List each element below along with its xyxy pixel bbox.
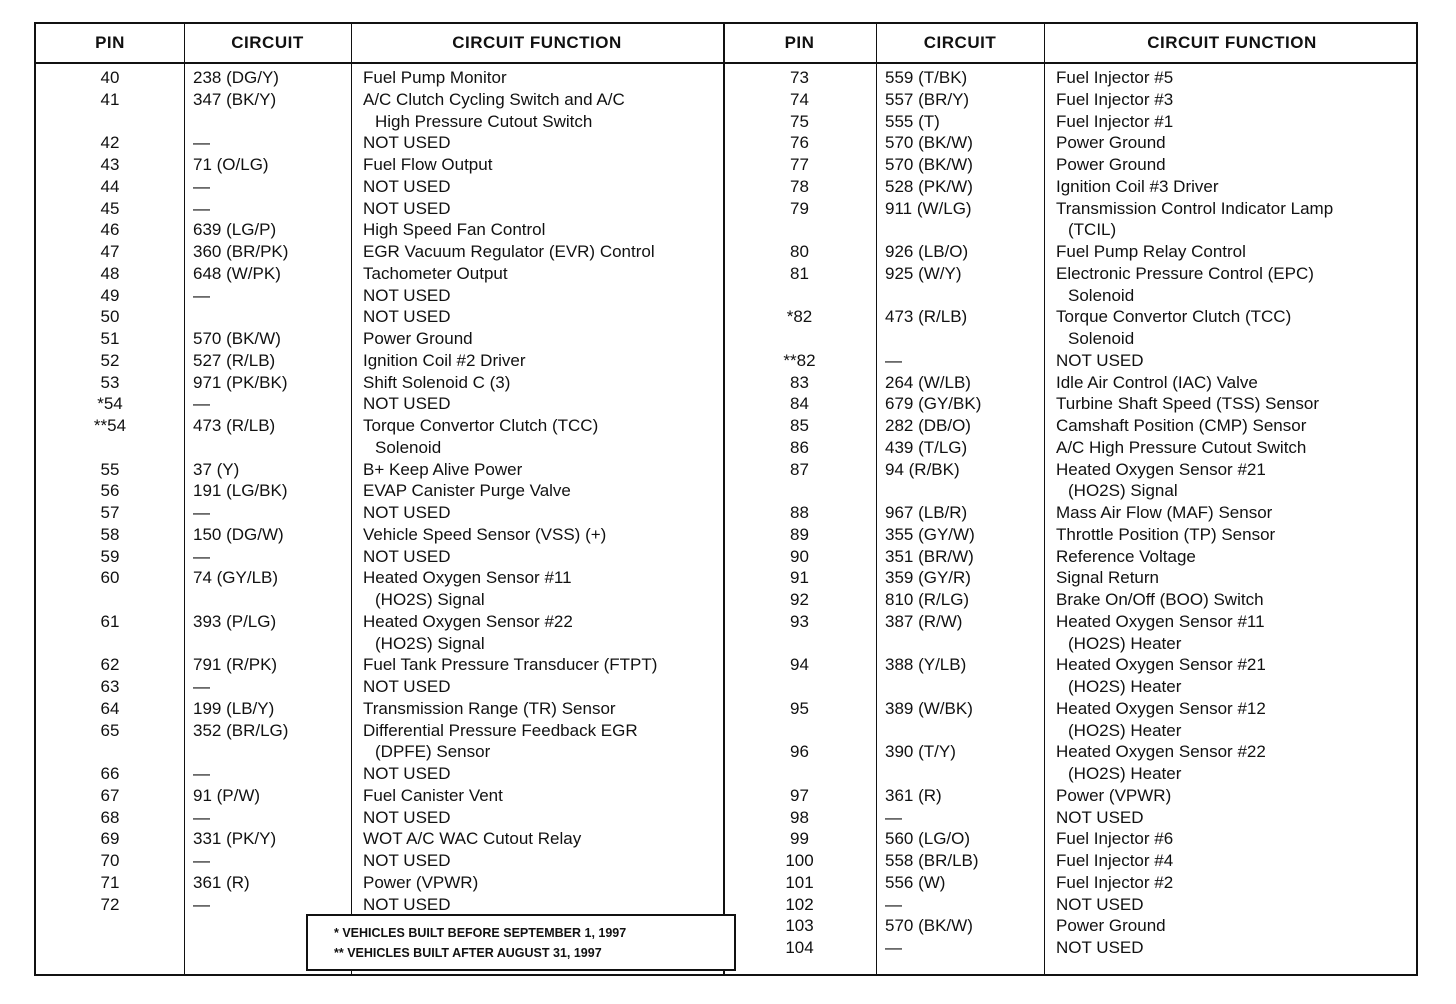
circuit-code: — — [193, 764, 210, 783]
circuit-function: Fuel Injector #1 — [1056, 111, 1174, 131]
circuit-code: 911 (W/LG) — [885, 198, 972, 218]
header-pin-left: PIN — [95, 33, 125, 52]
circuit-code: — — [193, 198, 210, 218]
circuit-function: NOT USED — [363, 133, 451, 153]
circuit-function: B+ Keep Alive Power — [363, 459, 523, 479]
pin-number: 85 — [790, 416, 809, 435]
circuit-function: Fuel Pump Monitor — [363, 68, 507, 87]
circuit-code: 94 (R/BK) — [885, 459, 960, 479]
pin-number: 71 — [100, 872, 120, 892]
circuit-function: Throttle Position (TP) Sensor — [1056, 524, 1276, 544]
circuit-function: NOT USED — [363, 546, 451, 566]
pin-number: 90 — [790, 546, 809, 566]
circuit-function: Fuel Canister Vent — [363, 785, 503, 805]
circuit-code: 679 (GY/BK) — [885, 394, 982, 414]
circuit-code: — — [885, 938, 902, 957]
pin-number: 95 — [790, 698, 809, 718]
circuit-code: 150 (DG/W) — [193, 524, 284, 544]
pin-number: 62 — [100, 655, 120, 675]
pin-number: 91 — [790, 568, 809, 588]
circuit-function: NOT USED — [363, 394, 451, 414]
circuit-function: (HO2S) Heater — [1068, 677, 1182, 696]
pin-number: 59 — [100, 546, 120, 566]
pin-number: 78 — [790, 176, 809, 196]
circuit-code: — — [193, 503, 210, 522]
header-pin-right: PIN — [784, 33, 815, 52]
pin-number: 67 — [100, 785, 120, 805]
circuit-function: Torque Convertor Clutch (TCC) — [1056, 307, 1292, 327]
circuit-function: A/C High Pressure Cutout Switch — [1056, 437, 1307, 457]
circuit-function: Solenoid — [375, 437, 442, 457]
circuit-code: 390 (T/Y) — [885, 742, 956, 762]
circuit-function: Power Ground — [1056, 155, 1166, 174]
circuit-function: Heated Oxygen Sensor #11 — [1056, 611, 1265, 631]
circuit-function: Fuel Tank Pressure Transducer (FTPT) — [363, 655, 658, 675]
circuit-function: (HO2S) Heater — [1068, 764, 1182, 783]
circuit-function: Fuel Flow Output — [363, 155, 493, 174]
circuit-code: — — [193, 285, 210, 305]
circuit-function: Tachometer Output — [363, 263, 508, 283]
circuit-function: High Pressure Cutout Switch — [375, 111, 593, 131]
circuit-code: 351 (BR/W) — [885, 546, 974, 566]
circuit-code: 570 (BK/W) — [193, 329, 281, 348]
circuit-function: Heated Oxygen Sensor #21 — [1056, 655, 1266, 675]
circuit-function: NOT USED — [1056, 807, 1144, 827]
circuit-code: 926 (LB/O) — [885, 242, 969, 261]
circuit-function: Reference Voltage — [1056, 546, 1196, 566]
circuit-code: 74 (GY/LB) — [193, 568, 279, 588]
pin-number: 72 — [100, 894, 120, 914]
pin-number: 52 — [100, 350, 120, 370]
circuit-code: 570 (BK/W) — [885, 133, 973, 153]
circuit-code: — — [193, 677, 210, 696]
circuit-function: (HO2S) Heater — [1068, 720, 1182, 740]
pin-number: 53 — [100, 372, 120, 392]
circuit-code: 347 (BK/Y) — [193, 89, 277, 109]
circuit-code: 556 (W) — [885, 872, 946, 892]
pin-number: 57 — [100, 503, 120, 522]
circuit-code: 570 (BK/W) — [885, 155, 973, 174]
circuit-function: NOT USED — [1056, 350, 1144, 370]
header-circuit-left: CIRCUIT — [231, 33, 304, 52]
circuit-function: Brake On/Off (BOO) Switch — [1056, 590, 1264, 609]
circuit-function: EVAP Canister Purge Valve — [363, 481, 571, 501]
circuit-function: Vehicle Speed Sensor (VSS) (+) — [363, 524, 607, 544]
circuit-function: Heated Oxygen Sensor #22 — [1056, 742, 1266, 762]
circuit-code: 925 (W/Y) — [885, 263, 962, 283]
circuit-function: (TCIL) — [1068, 220, 1117, 240]
pin-number: 93 — [790, 611, 809, 631]
circuit-code: 361 (R) — [885, 785, 942, 805]
header-function-left: CIRCUIT FUNCTION — [452, 33, 622, 52]
pin-number: 55 — [100, 459, 120, 479]
circuit-function: Camshaft Position (CMP) Sensor — [1056, 416, 1307, 435]
circuit-function: NOT USED — [363, 503, 451, 522]
pin-number: 51 — [100, 329, 120, 348]
circuit-code: — — [193, 176, 210, 196]
circuit-function: Heated Oxygen Sensor #21 — [1056, 459, 1266, 479]
circuit-function: NOT USED — [363, 894, 451, 914]
circuit-code: — — [193, 546, 210, 566]
circuit-code: 71 (O/LG) — [193, 155, 269, 174]
circuit-code: 560 (LG/O) — [885, 829, 971, 849]
circuit-function: Fuel Injector #6 — [1056, 829, 1174, 849]
pin-number: 99 — [790, 829, 809, 849]
circuit-code: 559 (T/BK) — [885, 68, 968, 87]
circuit-function: (HO2S) Heater — [1068, 633, 1182, 653]
circuit-function: Transmission Control Indicator Lamp — [1056, 198, 1334, 218]
circuit-function: NOT USED — [363, 176, 451, 196]
circuit-function: Power Ground — [1056, 916, 1166, 936]
pin-number: 98 — [790, 807, 809, 827]
circuit-function: Ignition Coil #2 Driver — [363, 350, 526, 370]
circuit-function: EGR Vacuum Regulator (EVR) Control — [363, 242, 655, 261]
circuit-function: Ignition Coil #3 Driver — [1056, 176, 1219, 196]
circuit-function: NOT USED — [363, 285, 451, 305]
circuit-code: 191 (LG/BK) — [193, 481, 288, 501]
pin-number: 89 — [790, 524, 809, 544]
pin-number: 94 — [790, 655, 809, 675]
pin-number: 65 — [100, 720, 120, 740]
circuit-code: 352 (BR/LG) — [193, 720, 289, 740]
header-divider — [36, 62, 1416, 64]
circuit-code: 37 (Y) — [193, 459, 240, 479]
circuit-code: — — [193, 807, 210, 827]
circuit-function: Solenoid — [1068, 329, 1135, 348]
circuit-function: Power Ground — [1056, 133, 1166, 153]
circuit-code: 282 (DB/O) — [885, 416, 971, 435]
circuit-code: 810 (R/LG) — [885, 590, 970, 609]
circuit-function: (DPFE) Sensor — [375, 742, 491, 762]
circuit-code: 238 (DG/Y) — [193, 68, 279, 87]
circuit-code: 570 (BK/W) — [885, 916, 973, 936]
column-divider — [876, 24, 877, 974]
circuit-function: Heated Oxygen Sensor #22 — [363, 611, 573, 631]
circuit-code: — — [193, 394, 210, 414]
circuit-code: 639 (LG/P) — [193, 220, 277, 240]
pin-number: 104 — [785, 938, 814, 957]
pin-number: 50 — [100, 307, 120, 327]
circuit-code: 971 (PK/BK) — [193, 372, 288, 392]
circuit-function: Fuel Injector #3 — [1056, 89, 1174, 109]
circuit-function: Transmission Range (TR) Sensor — [363, 698, 616, 718]
circuit-function: Heated Oxygen Sensor #11 — [363, 568, 572, 588]
pin-number: **82 — [783, 350, 816, 370]
footnote-after: ** VEHICLES BUILT AFTER AUGUST 31, 1997 — [334, 946, 602, 960]
circuit-function: Fuel Pump Relay Control — [1056, 242, 1246, 261]
circuit-code: — — [193, 894, 210, 914]
circuit-code: 648 (W/PK) — [193, 263, 281, 283]
pin-number: 84 — [790, 394, 809, 414]
pin-number: 49 — [100, 285, 120, 305]
pin-number: 41 — [100, 89, 120, 109]
circuit-code: 557 (BR/Y) — [885, 89, 970, 109]
circuit-function: Shift Solenoid C (3) — [363, 372, 511, 392]
circuit-function: Signal Return — [1056, 568, 1160, 588]
pin-number: 66 — [100, 764, 120, 783]
circuit-function: NOT USED — [363, 764, 451, 783]
pin-number: 96 — [790, 742, 809, 762]
circuit-function: Turbine Shaft Speed (TSS) Sensor — [1056, 394, 1320, 414]
pin-number: 40 — [100, 68, 120, 87]
pin-number: 56 — [100, 481, 120, 501]
pin-number: 79 — [790, 198, 809, 218]
pin-number: 44 — [100, 176, 120, 196]
circuit-code: 388 (Y/LB) — [885, 655, 967, 675]
pin-number: 68 — [100, 807, 120, 827]
pin-number: 45 — [100, 198, 120, 218]
circuit-function: NOT USED — [363, 851, 451, 870]
circuit-code: 331 (PK/Y) — [193, 829, 277, 849]
pin-number: 63 — [100, 677, 120, 696]
circuit-code: 387 (R/W) — [885, 611, 963, 631]
circuit-function: High Speed Fan Control — [363, 220, 546, 240]
header-circuit-right: CIRCUIT — [923, 33, 997, 52]
circuit-code: 555 (T) — [885, 111, 940, 131]
circuit-function: Differential Pressure Feedback EGR — [363, 720, 638, 740]
column-divider — [351, 24, 352, 974]
pinout-table — [34, 22, 1418, 976]
circuit-code: 91 (P/W) — [193, 785, 261, 805]
pin-number: 100 — [785, 851, 814, 870]
circuit-function: Fuel Injector #2 — [1056, 872, 1174, 892]
pin-number: 70 — [100, 851, 120, 870]
pin-number: 64 — [100, 698, 120, 718]
circuit-function: NOT USED — [363, 677, 451, 696]
pin-number: 77 — [790, 155, 809, 174]
pin-number: 88 — [790, 503, 809, 522]
circuit-code: 473 (R/LB) — [885, 307, 968, 327]
circuit-function: (HO2S) Signal — [1068, 481, 1178, 501]
circuit-code: 199 (LB/Y) — [193, 698, 275, 718]
pin-number: 74 — [790, 89, 809, 109]
pin-number: 97 — [790, 785, 809, 805]
pin-number: 61 — [100, 611, 120, 631]
pin-number: 83 — [790, 372, 809, 392]
circuit-function: NOT USED — [1056, 938, 1144, 957]
pin-number: 103 — [785, 916, 814, 936]
circuit-function: (HO2S) Signal — [375, 633, 485, 653]
pin-number: **54 — [93, 416, 127, 435]
circuit-function: Idle Air Control (IAC) Valve — [1056, 372, 1258, 392]
circuit-code: 393 (P/LG) — [193, 611, 277, 631]
column-divider — [184, 24, 185, 974]
circuit-function: A/C Clutch Cycling Switch and A/C — [363, 89, 625, 109]
circuit-code: — — [885, 894, 902, 914]
pin-number: 86 — [790, 437, 809, 457]
circuit-code: 439 (T/LG) — [885, 437, 968, 457]
circuit-function: Heated Oxygen Sensor #12 — [1056, 698, 1266, 718]
circuit-function: NOT USED — [1056, 894, 1144, 914]
pin-number: 73 — [790, 68, 809, 87]
circuit-function: NOT USED — [363, 807, 451, 827]
pin-number: 76 — [790, 133, 809, 153]
pin-number: 81 — [790, 263, 809, 283]
pin-number: 87 — [790, 459, 809, 479]
pin-number: 47 — [100, 242, 120, 261]
circuit-code: 264 (W/LB) — [885, 372, 971, 392]
circuit-function: Mass Air Flow (MAF) Sensor — [1056, 503, 1273, 522]
pin-number: 80 — [790, 242, 809, 261]
pin-number: *82 — [786, 307, 813, 327]
circuit-function: Power (VPWR) — [1056, 785, 1172, 805]
circuit-code: — — [193, 133, 210, 153]
pin-number: 101 — [785, 872, 814, 892]
circuit-code: 389 (W/BK) — [885, 698, 973, 718]
circuit-function: Power (VPWR) — [363, 872, 479, 892]
pin-number: 58 — [100, 524, 120, 544]
circuit-code: 558 (BR/LB) — [885, 851, 979, 870]
circuit-code: 359 (GY/R) — [885, 568, 971, 588]
circuit-code: 791 (R/PK) — [193, 655, 278, 675]
pin-number: *54 — [97, 394, 123, 414]
column-divider — [1044, 24, 1045, 974]
circuit-function: NOT USED — [363, 307, 451, 327]
circuit-code: 361 (R) — [193, 872, 250, 892]
footnote-legend — [306, 914, 736, 971]
circuit-code: — — [885, 350, 902, 370]
circuit-code: — — [193, 851, 210, 870]
footnote-before: * VEHICLES BUILT BEFORE SEPTEMBER 1, 1997 — [334, 926, 627, 940]
circuit-function: NOT USED — [363, 198, 451, 218]
circuit-code: 355 (GY/W) — [885, 524, 975, 544]
pin-number: 102 — [785, 894, 814, 914]
pin-number: 60 — [100, 568, 120, 588]
circuit-code: 473 (R/LB) — [193, 416, 276, 435]
pin-number: 92 — [790, 590, 809, 609]
circuit-function: Torque Convertor Clutch (TCC) — [363, 416, 599, 435]
circuit-code: 527 (R/LB) — [193, 350, 276, 370]
circuit-code: 528 (PK/W) — [885, 176, 973, 196]
circuit-function: (HO2S) Signal — [375, 590, 485, 609]
circuit-function: Solenoid — [1068, 285, 1135, 305]
pin-number: 75 — [790, 111, 809, 131]
circuit-function: WOT A/C WAC Cutout Relay — [363, 829, 582, 849]
pin-number: 69 — [100, 829, 120, 849]
header-function-right: CIRCUIT FUNCTION — [1147, 33, 1317, 52]
circuit-function: Electronic Pressure Control (EPC) — [1056, 263, 1314, 283]
circuit-code: — — [885, 807, 902, 827]
circuit-code: 360 (BR/PK) — [193, 242, 289, 261]
pin-number: 46 — [100, 220, 120, 240]
circuit-function: Power Ground — [363, 329, 473, 348]
circuit-function: Fuel Injector #4 — [1056, 851, 1174, 870]
pin-number: 43 — [100, 155, 120, 174]
pin-number: 42 — [100, 133, 120, 153]
circuit-function: Fuel Injector #5 — [1056, 68, 1174, 87]
pin-number: 48 — [100, 263, 120, 283]
circuit-code: 967 (LB/R) — [885, 503, 968, 522]
